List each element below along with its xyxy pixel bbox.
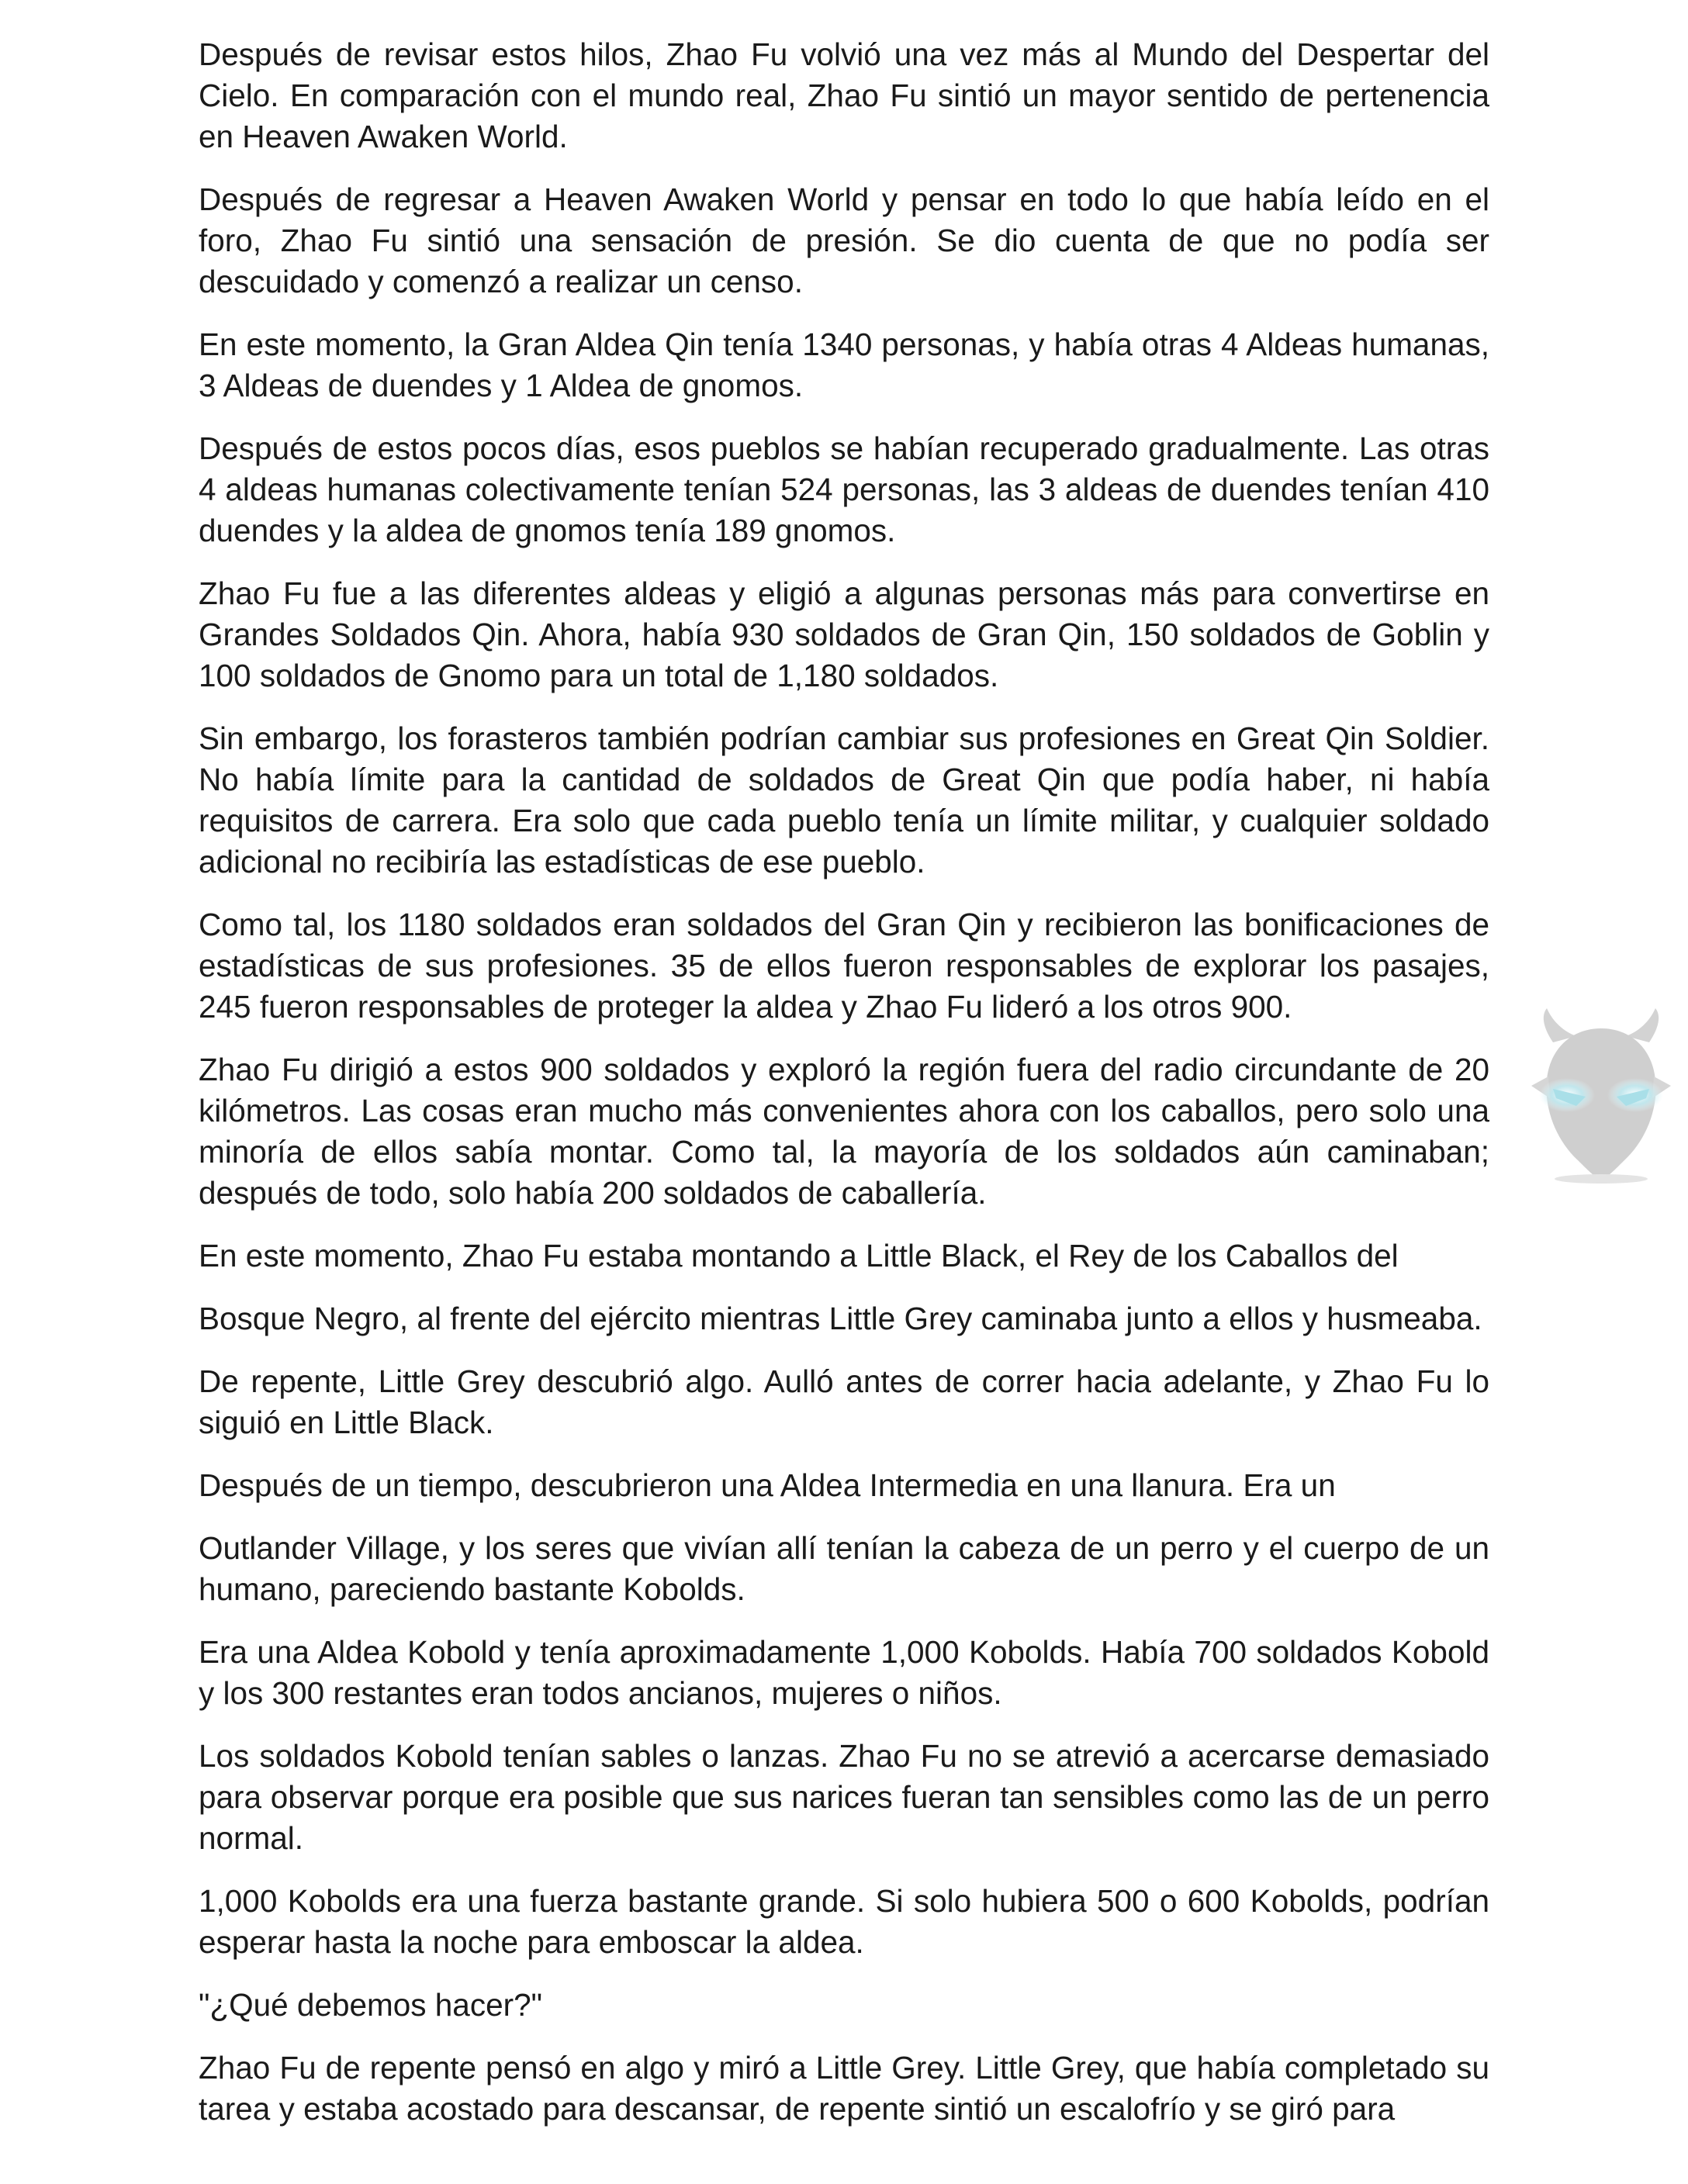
paragraph: En este momento, la Gran Aldea Qin tenía 1340 personas, y había otras 4 Aldeas humanas, 3 Aldeas de duendes y 1 Aldea de gnomos. bbox=[199, 327, 1489, 403]
paragraph: Los soldados Kobold tenían sables o lanzas. Zhao Fu no se atrevió a acercarse demasiado para observar porque era posible que sus narices fueran tan sensibles como las de un perro normal. bbox=[199, 1738, 1489, 1856]
paragraph: Después de regresar a Heaven Awaken World y pensar en todo lo que había leído en el foro, Zhao Fu sintió una sensación de presión. Se dio cuenta de que no podía ser descuidado y comenzó a realizar un censo. bbox=[199, 181, 1489, 299]
paragraph: En este momento, Zhao Fu estaba montando a Little Black, el Rey de los Caballos del bbox=[199, 1238, 1399, 1273]
paragraph: Outlander Village, y los seres que vivían allí tenían la cabeza de un perro y el cuerpo de un humano, pareciendo bastante Kobolds. bbox=[199, 1530, 1489, 1607]
document-body bbox=[199, 34, 1489, 2151]
paragraph: Era una Aldea Kobold y tenía aproximadamente 1,000 Kobolds. Había 700 soldados Kobold y los 300 restantes eran todos ancianos, mujeres o niños. bbox=[199, 1634, 1489, 1711]
paragraph: 1,000 Kobolds era una fuerza bastante grande. Si solo hubiera 500 o 600 Kobolds, podrían esperar hasta la noche para emboscar la aldea. bbox=[199, 1883, 1489, 1960]
paragraph: Después de revisar estos hilos, Zhao Fu volvió una vez más al Mundo del Despertar del Cielo. En comparación con el mundo real, Zhao Fu sintió un mayor sentido de pertenencia en Heaven Awaken World. bbox=[199, 36, 1489, 154]
paragraph: Zhao Fu dirigió a estos 900 soldados y exploró la región fuera del radio circundante de 20 kilómetros. Las cosas eran mucho más convenientes ahora con los caballos, pero solo una minoría de ellos sabía montar. Como tal, la mayoría de los soldados aún caminaban; después de todo, solo había 200 soldados de caballería. bbox=[199, 1052, 1489, 1211]
paragraph: Después de estos pocos días, esos pueblos se habían recuperado gradualmente. Las otras 4 aldeas humanas colectivamente tenían 524 personas, las 3 aldeas de duendes tenían 410 duendes y la aldea de gnomos tenía 189 gnomos. bbox=[199, 430, 1489, 548]
paragraph: Zhao Fu fue a las diferentes aldeas y eligió a algunas personas más para convertirse en Grandes Soldados Qin. Ahora, había 930 soldados de Gran Qin, 150 soldados de Goblin y 100 soldados de Gnomo para un total de 1,180 soldados. bbox=[199, 575, 1489, 693]
paragraph: Bosque Negro, al frente del ejército mientras Little Grey caminaba junto a ellos y husmeaba. bbox=[199, 1301, 1482, 1336]
paragraph: "¿Qué debemos hacer?" bbox=[199, 1987, 542, 2023]
demon-mascot-icon bbox=[1530, 1005, 1672, 1185]
paragraph: Como tal, los 1180 soldados eran soldados del Gran Qin y recibieron las bonificaciones de estadísticas de sus profesiones. 35 de ellos fueron responsables de explorar los pasajes, 245 fueron responsables de proteger la aldea y Zhao Fu lideró a los otros 900. bbox=[199, 907, 1489, 1025]
paragraph: Sin embargo, los forasteros también podrían cambiar sus profesiones en Great Qin Soldier. No había límite para la cantidad de soldados de Great Qin que podía haber, ni había requisitos de carrera. Era solo que cada pueblo tenía un límite militar, y cualquier soldado adicional no recibiría las estadísticas de ese pueblo. bbox=[199, 721, 1489, 879]
paragraph: De repente, Little Grey descubrió algo. Aulló antes de correr hacia adelante, y Zhao Fu lo siguió en Little Black. bbox=[199, 1363, 1489, 1440]
paragraph: Después de un tiempo, descubrieron una Aldea Intermedia en una llanura. Era un bbox=[199, 1467, 1336, 1503]
paragraph: Zhao Fu de repente pensó en algo y miró a Little Grey. Little Grey, que había completado su tarea y estaba acostado para descansar, de repente sintió un escalofrío y se giró para bbox=[199, 2050, 1489, 2127]
